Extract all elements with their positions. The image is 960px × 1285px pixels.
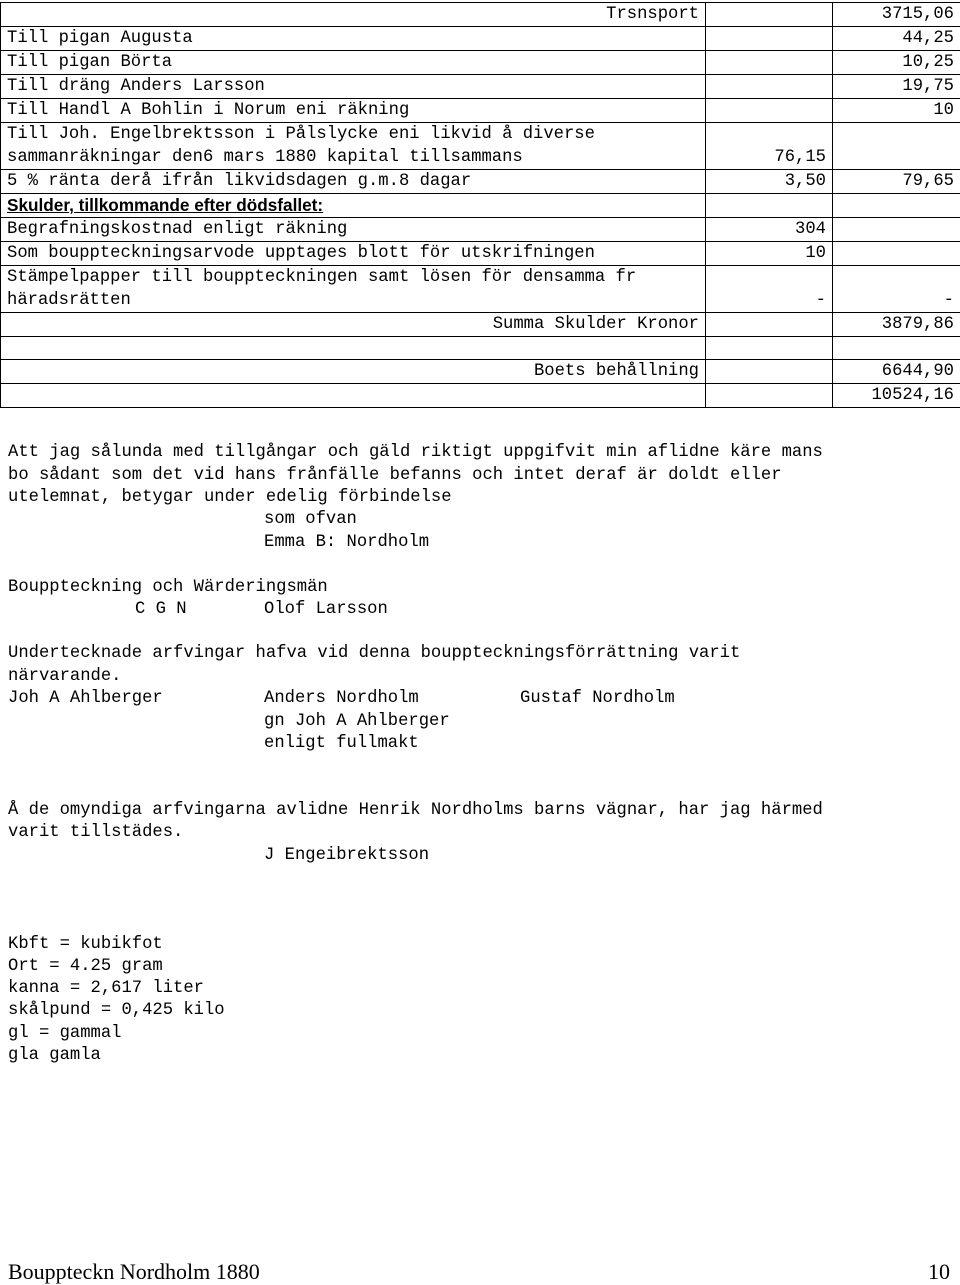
ledger-row (1, 194, 960, 218)
declaration-line: utelemnat, betygar under edelig förbindelse (8, 488, 452, 507)
glossary-item: gla gamla (8, 1046, 101, 1065)
ledger-row (1, 75, 960, 99)
ledger-description: Till dräng Anders Larsson (1, 75, 706, 99)
ledger-amount: 10 (833, 99, 960, 123)
ledger-description: Till Handl A Bohlin i Norum eni räkning (1, 99, 706, 123)
ledger-description (1, 337, 706, 360)
declaration-line: som ofvan (264, 510, 357, 529)
ledger-subamount (706, 360, 833, 384)
glossary-item: Kbft = kubikfot (8, 935, 163, 954)
ledger-description: Stämpelpapper till bouppteckningen samt lösen för densamma fr häradsrätten (1, 266, 706, 313)
signature-widow: Emma B: Nordholm (264, 533, 430, 552)
ledger-amount: 10,25 (833, 51, 960, 75)
appraiser-name: C G N (135, 600, 187, 619)
ledger-row (1, 51, 960, 75)
heir-proxy: gn Joh A Ahlberger (264, 712, 450, 731)
ledger-amount: 79,65 (833, 170, 960, 194)
ledger-row (1, 337, 960, 360)
ledger-row (1, 27, 960, 51)
guardian-line: varit tillstädes. (8, 823, 184, 842)
guardian-signature: J Engeibrektsson (264, 846, 430, 865)
heir-name: Joh A Ahlberger (8, 689, 163, 708)
ledger-body (1, 3, 960, 408)
ledger-subamount (706, 99, 833, 123)
ledger-amount: 3879,86 (833, 313, 960, 337)
ledger-amount: 10524,16 (833, 384, 960, 408)
ledger-row (1, 266, 960, 313)
glossary-item: kanna = 2,617 liter (8, 979, 204, 998)
ledger-row (1, 170, 960, 194)
ledger-row (1, 384, 960, 408)
ledger-amount: 19,75 (833, 75, 960, 99)
ledger-row (1, 3, 960, 27)
ledger-row (1, 313, 960, 337)
ledger-row (1, 99, 960, 123)
appraiser-name: Olof Larsson (264, 600, 388, 619)
ledger-subamount (706, 75, 833, 99)
ledger-row (1, 218, 960, 242)
ledger-table (0, 2, 960, 408)
heirs-line: närvarande. (8, 667, 122, 686)
ledger-subamount (706, 194, 833, 218)
ledger-description: Till pigan Augusta (1, 27, 706, 51)
page-number: 10 (928, 1259, 950, 1284)
declaration-line: Att jag sålunda med tillgångar och gäld riktigt uppgifvit min aflidne käre mans (8, 443, 823, 462)
glossary-item: skålpund = 0,425 kilo (8, 1001, 225, 1020)
ledger-subamount (706, 27, 833, 51)
ledger-row (1, 123, 960, 170)
ledger-amount (833, 218, 960, 242)
heirs-line: Undertecknade arfvingar hafva vid denna bouppteckningsförrättning varit (8, 644, 741, 663)
ledger-subamount (706, 337, 833, 360)
ledger-subamount (706, 384, 833, 408)
heir-proxy-note: enligt fullmakt (264, 734, 419, 753)
ledger-amount (833, 194, 960, 218)
ledger-description: Begrafningskostnad enligt räkning (1, 218, 706, 242)
ledger-amount: - (833, 266, 960, 313)
ledger-subamount (706, 313, 833, 337)
ledger-description: Boets behållning (1, 360, 706, 384)
ledger-amount (833, 123, 960, 170)
ledger-subamount (706, 51, 833, 75)
guardian-line: Å de omyndiga arfvingarna avlidne Henrik Nordholms barns vägnar, har jag härmed (8, 801, 823, 820)
ledger-amount: 3715,06 (833, 3, 960, 27)
ledger-description: Till Joh. Engelbrektsson i Pålslycke eni likvid å diverse sammanräkningar den6 mars 1880 kapital tillsammans (1, 123, 706, 170)
ledger-row (1, 360, 960, 384)
ledger-subamount: 10 (706, 242, 833, 266)
ledger-subamount (706, 3, 833, 27)
ledger-description: Som bouppteckningsarvode upptages blott för utskrifningen (1, 242, 706, 266)
ledger-amount: 6644,90 (833, 360, 960, 384)
footer-title: Bouppteckn Nordholm 1880 (8, 1259, 260, 1284)
ledger-description: Till pigan Börta (1, 51, 706, 75)
ledger-description: 5 % ränta derå ifrån likvidsdagen g.m.8 dagar (1, 170, 706, 194)
ledger-description (1, 384, 706, 408)
heir-name: Gustaf Nordholm (520, 689, 675, 708)
ledger-description: Trsnsport (1, 3, 706, 27)
ledger-amount: 44,25 (833, 27, 960, 51)
glossary-item: gl = gammal (8, 1024, 122, 1043)
declaration-line: bo sådant som det vid hans frånfälle befanns och intet deraf är doldt eller (8, 466, 782, 485)
ledger-subamount: - (706, 266, 833, 313)
ledger-description: Summa Skulder Kronor (1, 313, 706, 337)
ledger-description: Skulder, tillkommande efter dödsfallet: (1, 194, 706, 218)
appraisers-heading: Bouppteckning och Wärderingsmän (8, 578, 328, 597)
ledger-subamount: 3,50 (706, 170, 833, 194)
ledger-subamount: 304 (706, 218, 833, 242)
heir-name: Anders Nordholm (264, 689, 419, 708)
ledger-amount (833, 242, 960, 266)
glossary-item: Ort = 4.25 gram (8, 957, 163, 976)
ledger-amount (833, 337, 960, 360)
ledger-row (1, 242, 960, 266)
ledger-subamount: 76,15 (706, 123, 833, 170)
